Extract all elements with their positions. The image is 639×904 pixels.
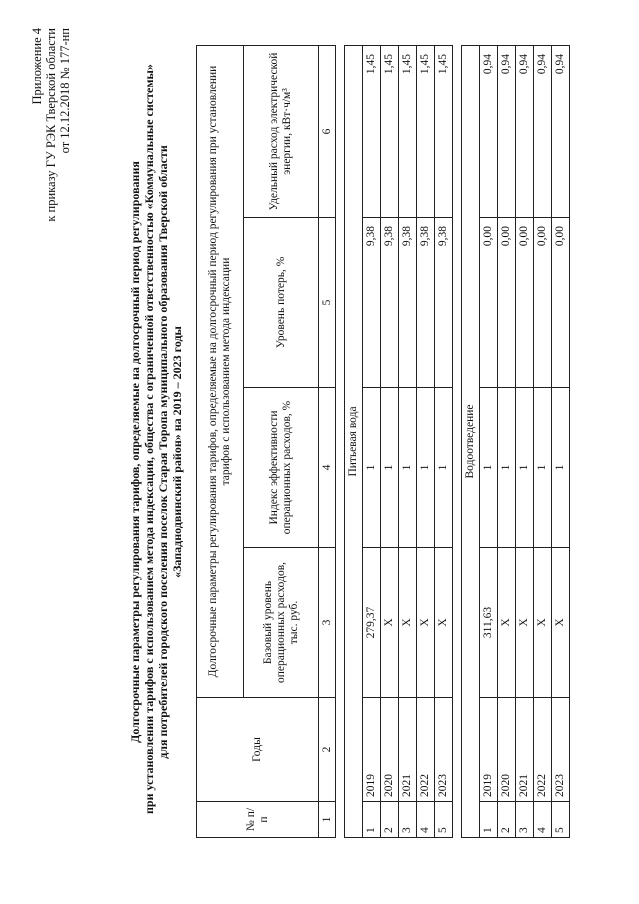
cell-index: 1	[552, 388, 570, 548]
cell-index: 1	[435, 388, 453, 548]
cell-loss: 0,00	[498, 218, 516, 388]
title-line: при установлении тарифов с использованием метода индексации, общества с ограниченной ответственностью «Коммунальные системы»	[142, 64, 156, 814]
column-number: 6	[319, 45, 336, 217]
cell-year: 2021	[399, 698, 417, 802]
document-title	[128, 64, 184, 814]
spacer-cell	[336, 45, 345, 837]
cell-index: 1	[498, 388, 516, 548]
column-number: 1	[319, 802, 336, 838]
cell-loss: 0,00	[480, 218, 498, 388]
cell-year: 2022	[417, 698, 435, 802]
appendix-line: Приложение 4	[30, 28, 44, 105]
cell-num: 2	[498, 802, 516, 838]
table-row	[516, 45, 534, 837]
cell-year: 2019	[480, 698, 498, 802]
appendix-line: от 12.12.2018 № 177-нп	[58, 28, 72, 154]
cell-base: Х	[417, 548, 435, 698]
spacer-row	[336, 45, 345, 837]
cell-energy: 1,45	[381, 45, 399, 217]
section-row	[345, 45, 363, 837]
cell-base: Х	[516, 548, 534, 698]
title-line: Долгосрочные параметры регулирования тарифов, определяемые на долгосрочный период регулирования	[128, 161, 142, 743]
cell-energy: 1,45	[399, 45, 417, 217]
appendix-line: к приказу ГУ РЭК Тверской области	[44, 28, 58, 222]
section-title: Питьевая вода	[345, 45, 363, 837]
table-row	[381, 45, 399, 837]
cell-energy: 1,45	[417, 45, 435, 217]
column-number-row	[319, 45, 336, 837]
cell-year: 2020	[381, 698, 399, 802]
table-row	[363, 45, 381, 837]
header-index: Индекс эффективности операционных расходов, %	[244, 388, 319, 548]
cell-loss: 9,38	[363, 218, 381, 388]
cell-num: 3	[516, 802, 534, 838]
table-row	[498, 45, 516, 837]
cell-index: 1	[417, 388, 435, 548]
cell-index: 1	[516, 388, 534, 548]
cell-index: 1	[480, 388, 498, 548]
parameters-table	[196, 45, 570, 838]
cell-index: 1	[381, 388, 399, 548]
cell-base: Х	[399, 548, 417, 698]
appendix-block	[30, 28, 72, 222]
cell-base: 311,63	[480, 548, 498, 698]
cell-year: 2023	[435, 698, 453, 802]
cell-loss: 0,00	[552, 218, 570, 388]
cell-index: 1	[399, 388, 417, 548]
table-row	[552, 45, 570, 837]
cell-index: 1	[534, 388, 552, 548]
cell-base: 279,37	[363, 548, 381, 698]
cell-base: Х	[552, 548, 570, 698]
cell-num: 4	[417, 802, 435, 838]
cell-base: Х	[381, 548, 399, 698]
section-row	[462, 45, 480, 837]
title-line: «Западнодвинский район» на 2019 – 2023 годы	[170, 326, 184, 578]
header-years: Годы	[197, 698, 319, 802]
header-loss: Уровень потерь, %	[244, 218, 319, 388]
table-row	[534, 45, 552, 837]
section-title: Водоотведение	[462, 45, 480, 837]
table-row	[417, 45, 435, 837]
cell-num: 1	[480, 802, 498, 838]
column-number: 2	[319, 698, 336, 802]
cell-loss: 9,38	[417, 218, 435, 388]
spacer-row	[453, 45, 462, 837]
cell-year: 2022	[534, 698, 552, 802]
header-num: № п/п	[197, 802, 319, 838]
cell-energy: 0,94	[552, 45, 570, 217]
table-row	[435, 45, 453, 837]
cell-index: 1	[363, 388, 381, 548]
header-energy: Удельный расход электрической энергии, кВт·ч/м³	[244, 45, 319, 217]
header-row	[197, 45, 244, 837]
cell-loss: 9,38	[435, 218, 453, 388]
cell-energy: 0,94	[516, 45, 534, 217]
cell-energy: 0,94	[498, 45, 516, 217]
cell-base: Х	[435, 548, 453, 698]
cell-year: 2021	[516, 698, 534, 802]
cell-base: Х	[498, 548, 516, 698]
cell-num: 4	[534, 802, 552, 838]
cell-year: 2023	[552, 698, 570, 802]
cell-num: 2	[381, 802, 399, 838]
cell-energy: 1,45	[435, 45, 453, 217]
table-row	[399, 45, 417, 837]
cell-year: 2019	[363, 698, 381, 802]
header-group: Долгосрочные параметры регулирования тарифов, определяемые на долгосрочный период регулирования при установлении тарифов с использованием метода индексации	[197, 45, 244, 697]
table-row	[480, 45, 498, 837]
title-line: для потребителей городского поселения поселок Старая Торопа муниципального образования Тверской области	[156, 145, 170, 759]
column-number: 3	[319, 548, 336, 698]
cell-num: 1	[363, 802, 381, 838]
spacer-cell	[453, 45, 462, 837]
cell-loss: 0,00	[534, 218, 552, 388]
cell-loss: 0,00	[516, 218, 534, 388]
header-base: Базовый уровень операционных расходов, тыс. руб.	[244, 548, 319, 698]
cell-year: 2020	[498, 698, 516, 802]
cell-base: Х	[534, 548, 552, 698]
cell-num: 3	[399, 802, 417, 838]
cell-energy: 1,45	[363, 45, 381, 217]
cell-num: 5	[552, 802, 570, 838]
cell-energy: 0,94	[480, 45, 498, 217]
cell-num: 5	[435, 802, 453, 838]
cell-loss: 9,38	[399, 218, 417, 388]
column-number: 4	[319, 388, 336, 548]
column-number: 5	[319, 218, 336, 388]
cell-energy: 0,94	[534, 45, 552, 217]
cell-loss: 9,38	[381, 218, 399, 388]
